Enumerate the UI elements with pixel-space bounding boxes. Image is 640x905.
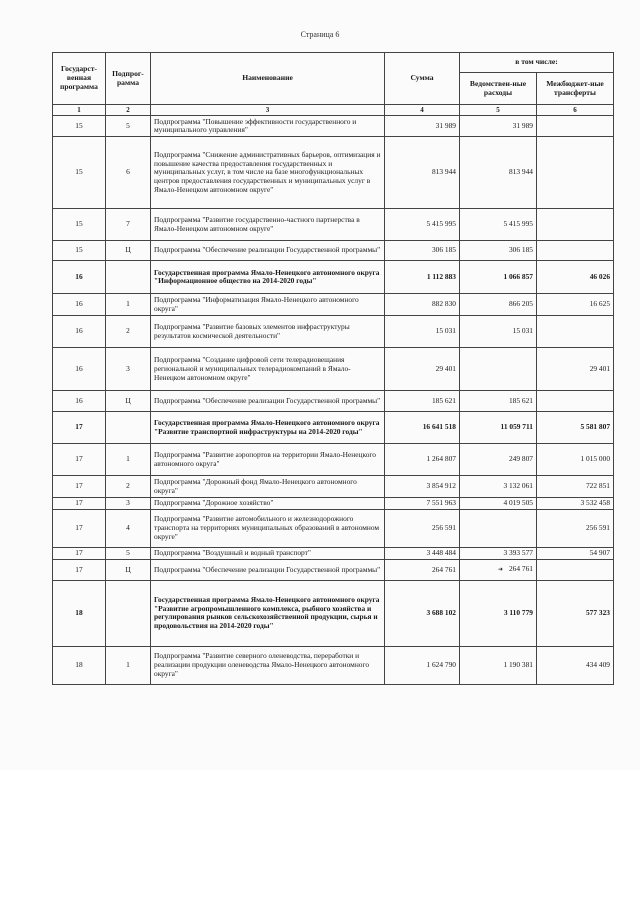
program-number-cell-text: 15: [75, 219, 83, 229]
program-number-cell: [53, 391, 106, 412]
subprogram-number-cell: [106, 559, 151, 580]
transfers-cell: [537, 261, 614, 294]
arrow-mark-icon: ➜: [497, 567, 503, 574]
subprogram-number-cell-text: 1: [126, 299, 130, 309]
name-cell: [151, 116, 385, 137]
departmental-cell-text: 11 059 711: [500, 422, 533, 432]
table-row: [53, 509, 614, 547]
departmental-cell: [460, 498, 537, 510]
name-cell: [151, 137, 385, 209]
index-cell: 2: [106, 105, 151, 116]
name-cell: [151, 391, 385, 412]
program-number-cell-text: 17: [75, 481, 83, 491]
program-number-cell: [53, 294, 106, 316]
sum-cell-text: 3 448 484: [426, 548, 456, 558]
transfers-cell: [537, 209, 614, 241]
subprogram-number-cell-text: 3: [126, 498, 130, 508]
transfers-cell: [537, 348, 614, 391]
name-cell: [151, 209, 385, 241]
transfers-cell-text: 722 851: [585, 481, 611, 491]
transfers-cell: [537, 294, 614, 316]
subprogram-number-cell-text: 7: [126, 219, 130, 229]
subprogram-number-cell: [106, 509, 151, 547]
program-number-cell-text: 17: [75, 523, 83, 533]
sum-cell-text: 882 830: [431, 299, 456, 309]
departmental-cell: [460, 209, 537, 241]
departmental-cell: [460, 391, 537, 412]
header-departmental: Ведомствен-ные расходы: [460, 73, 537, 105]
subprogram-number-cell-text: 2: [126, 481, 130, 491]
sum-cell-text: 306 185: [431, 245, 456, 255]
sum-cell-text: 813 944: [431, 167, 456, 177]
name-cell: [151, 316, 385, 348]
transfers-cell: [537, 241, 614, 261]
transfers-cell: [537, 412, 614, 444]
sum-cell-text: 1 624 790: [426, 660, 456, 670]
transfers-cell-text: 16 625: [589, 299, 611, 309]
departmental-cell-text: 15 031: [512, 326, 533, 336]
transfers-cell-text: 3 532 458: [580, 498, 611, 508]
sum-cell: [385, 476, 460, 498]
sum-cell: [385, 116, 460, 137]
departmental-cell-text: 3 132 061: [503, 481, 533, 491]
table-row: [53, 498, 614, 510]
departmental-cell: [460, 509, 537, 547]
name-cell-text: Подпрограмма "Развитие автомобильного и железнодорожного транспорта на территориях муниципальных образований в автономном округе": [154, 514, 380, 541]
sum-cell-text: 3 688 102: [426, 608, 456, 618]
sum-cell: [385, 209, 460, 241]
table-row: [53, 316, 614, 348]
table-row: [53, 412, 614, 444]
sum-cell-text: 7 551 963: [426, 498, 456, 508]
program-number-cell: [53, 316, 106, 348]
subprogram-number-cell: [106, 316, 151, 348]
index-cell: 1: [53, 105, 106, 116]
sum-cell: [385, 547, 460, 559]
name-cell: [151, 476, 385, 498]
table-row: [53, 646, 614, 684]
sum-cell-text: 256 591: [431, 523, 456, 533]
table-row: [53, 348, 614, 391]
transfers-cell: [537, 391, 614, 412]
sum-cell: [385, 294, 460, 316]
name-cell-text: Подпрограмма "Дорожное хозяйство": [154, 498, 274, 508]
table-row: [53, 261, 614, 294]
name-cell: [151, 412, 385, 444]
subprogram-number-cell-text: Ц: [125, 245, 131, 255]
index-cell: 4: [385, 105, 460, 116]
name-cell-text: Подпрограмма "Снижение административных барьеров, оптимизация и повышение качества предоставления государственных и муниципальных услуг, в том числе на базе многофункциональных центров предоставления государственных и муниципальных услуг в Ямало-Ненецком автономном округе": [154, 149, 381, 194]
departmental-cell: [460, 294, 537, 316]
name-cell: [151, 294, 385, 316]
departmental-cell-text: 31 989: [512, 120, 533, 130]
name-cell-text: Подпрограмма "Обеспечение реализации Государственной программы": [154, 564, 381, 574]
departmental-cell-text: 4 019 505: [503, 498, 533, 508]
program-number-cell: [53, 580, 106, 646]
transfers-cell: [537, 116, 614, 137]
table-row: [53, 209, 614, 241]
name-cell-text: Подпрограмма "Развитие базовых элементов инфраструктуры результатов космической деятельности": [154, 322, 350, 340]
transfers-cell-text: 577 323: [585, 608, 611, 618]
program-number-cell: [53, 209, 106, 241]
sum-cell: [385, 559, 460, 580]
program-number-cell-text: 17: [75, 422, 83, 432]
sum-cell-text: 185 621: [431, 395, 456, 405]
budget-table: [52, 52, 614, 685]
sum-cell: [385, 137, 460, 209]
subprogram-number-cell: [106, 498, 151, 510]
subprogram-number-cell: [106, 476, 151, 498]
sum-cell-text: 16 641 518: [422, 422, 456, 432]
departmental-cell-text: 185 621: [508, 395, 533, 405]
program-number-cell-text: 18: [75, 660, 83, 670]
departmental-cell-text: 306 185: [508, 245, 533, 255]
transfers-cell: [537, 444, 614, 476]
program-number-cell: [53, 444, 106, 476]
departmental-cell-text: 866 205: [508, 299, 533, 309]
sum-cell-text: 1 264 807: [426, 454, 456, 464]
subprogram-number-cell: [106, 241, 151, 261]
departmental-cell-text: 249 807: [508, 454, 533, 464]
sum-cell: [385, 580, 460, 646]
transfers-cell-text: 46 026: [589, 271, 611, 281]
transfers-cell-text: 54 907: [589, 548, 611, 558]
departmental-cell-text: 5 415 995: [503, 219, 533, 229]
departmental-cell-text: 1 066 857: [503, 271, 533, 281]
subprogram-number-cell-text: 3: [126, 363, 130, 373]
departmental-cell: [460, 646, 537, 684]
sum-cell-text: 3 854 912: [426, 481, 456, 491]
program-number-cell: [53, 348, 106, 391]
transfers-cell: [537, 580, 614, 646]
subprogram-number-cell: [106, 412, 151, 444]
transfers-cell-text: 1 015 000: [580, 454, 611, 464]
program-number-cell: [53, 261, 106, 294]
name-cell-text: Подпрограмма "Информатизация Ямало-Ненецкого автономного округа": [154, 295, 359, 313]
name-cell-text: Подпрограмма "Повышение эффективности государственного и муниципального управления": [154, 116, 357, 135]
name-cell-text: Подпрограмма "Создание цифровой сети телерадиовещания региональной и муниципальных телерадиокомпаний в Ямало-Ненецком автономном округе": [154, 355, 351, 382]
program-number-cell-text: 16: [75, 299, 83, 309]
program-number-cell-text: 15: [75, 120, 83, 130]
name-cell: [151, 559, 385, 580]
sum-cell: [385, 509, 460, 547]
program-number-cell-text: 17: [75, 498, 83, 508]
index-cell: 5: [460, 105, 537, 116]
departmental-cell-text: 3 393 577: [503, 548, 533, 558]
program-number-cell: [53, 547, 106, 559]
transfers-cell: [537, 646, 614, 684]
subprogram-number-cell-text: 4: [126, 523, 130, 533]
sum-cell: [385, 646, 460, 684]
departmental-cell-text: 1 190 381: [503, 660, 533, 670]
sum-cell: [385, 316, 460, 348]
departmental-cell: [460, 559, 537, 580]
name-cell: [151, 547, 385, 559]
departmental-cell: [460, 476, 537, 498]
table-row: [53, 116, 614, 137]
subprogram-number-cell: [106, 137, 151, 209]
sum-cell: [385, 348, 460, 391]
name-cell-text: Государственная программа Ямало-Ненецкого автономного округа "Развитие транспортной инфраструктуры на 2014-2020 годы": [154, 418, 380, 436]
subprogram-number-cell: [106, 580, 151, 646]
subprogram-number-cell: [106, 209, 151, 241]
transfers-cell-text: 434 409: [585, 660, 611, 670]
program-number-cell: [53, 509, 106, 547]
departmental-cell: [460, 547, 537, 559]
transfers-cell: [537, 137, 614, 209]
sum-cell-text: 31 989: [435, 120, 456, 130]
table-row: [53, 476, 614, 498]
transfers-cell-text: 29 401: [589, 363, 611, 373]
name-cell: [151, 261, 385, 294]
name-cell-text: Подпрограмма "Воздушный и водный транспорт": [154, 548, 311, 558]
name-cell: [151, 348, 385, 391]
sum-cell-text: 1 112 883: [426, 271, 456, 281]
program-number-cell-text: 18: [75, 608, 83, 618]
sum-cell-text: 15 031: [435, 326, 456, 336]
departmental-cell: [460, 137, 537, 209]
program-number-cell: [53, 241, 106, 261]
subprogram-number-cell-text: 1: [126, 454, 130, 464]
program-number-cell: [53, 476, 106, 498]
index-cell: 3: [151, 105, 385, 116]
departmental-cell: [460, 444, 537, 476]
departmental-cell-text: 813 944: [508, 167, 533, 177]
departmental-cell: [460, 348, 537, 391]
table-row: [53, 137, 614, 209]
name-cell: [151, 646, 385, 684]
program-number-cell: [53, 116, 106, 137]
sum-cell: [385, 391, 460, 412]
header-program: Государст-венная программа: [53, 53, 106, 105]
transfers-cell-text: 256 591: [585, 523, 611, 533]
subprogram-number-cell-text: 6: [126, 167, 130, 177]
sum-cell-text: 264 761: [431, 564, 456, 574]
table-row: [53, 241, 614, 261]
program-number-cell-text: 17: [75, 454, 83, 464]
sum-cell: [385, 444, 460, 476]
name-cell-text: Государственная программа Ямало-Ненецкого автономного округа "Информационное общество на 2014-2020 годы": [154, 267, 380, 286]
transfers-cell: [537, 498, 614, 510]
departmental-cell-text: 3 110 779: [503, 608, 533, 618]
departmental-cell: [460, 412, 537, 444]
departmental-cell: [460, 261, 537, 294]
header-name: Наименование: [151, 53, 385, 105]
header-transfers: Межбюджет-ные трансферты: [537, 73, 614, 105]
sum-cell-text: 5 415 995: [426, 219, 456, 229]
sum-cell: [385, 412, 460, 444]
subprogram-number-cell: [106, 444, 151, 476]
subprogram-number-cell: [106, 391, 151, 412]
program-number-cell: [53, 412, 106, 444]
sum-cell: [385, 261, 460, 294]
transfers-cell: [537, 509, 614, 547]
departmental-cell: [460, 316, 537, 348]
program-number-cell-text: 16: [75, 395, 83, 405]
table-row: [53, 294, 614, 316]
subprogram-number-cell-text: 1: [126, 660, 130, 670]
name-cell: [151, 580, 385, 646]
page-label: Страница 6: [300, 30, 340, 39]
name-cell-text: Подпрограмма "Дорожный фонд Ямало-Ненецкого автономного округа": [154, 477, 357, 495]
transfers-cell-text: 5 581 807: [580, 422, 611, 432]
subprogram-number-cell: [106, 261, 151, 294]
name-cell: [151, 444, 385, 476]
transfers-cell: [537, 547, 614, 559]
subprogram-number-cell-text: 5: [126, 120, 130, 130]
program-number-cell: [53, 559, 106, 580]
subprogram-number-cell-text: Ц: [125, 564, 131, 574]
departmental-cell: [460, 580, 537, 646]
program-number-cell-text: 16: [75, 326, 83, 336]
table-row: [53, 580, 614, 646]
subprogram-number-cell-text: 5: [126, 548, 130, 558]
program-number-cell-text: 15: [75, 167, 83, 177]
name-cell-text: Подпрограмма "Развитие северного оленеводства, переработки и реализации продукции оленеводства Ямало-Ненецкого автономного округа": [154, 651, 370, 678]
departmental-cell: [460, 116, 537, 137]
program-number-cell: [53, 137, 106, 209]
program-number-cell: [53, 646, 106, 684]
name-cell: [151, 509, 385, 547]
header-sum: Сумма: [385, 53, 460, 105]
table-row: [53, 559, 614, 580]
transfers-cell: [537, 559, 614, 580]
subprogram-number-cell: [106, 547, 151, 559]
subprogram-number-cell: [106, 116, 151, 137]
name-cell-text: Подпрограмма "Развитие государственно-частного партнерства в Ямало-Ненецком автономном округе": [154, 215, 360, 233]
subprogram-number-cell: [106, 294, 151, 316]
subprogram-number-cell: [106, 646, 151, 684]
program-number-cell-text: 15: [75, 245, 83, 255]
sum-cell-text: 29 401: [435, 363, 456, 373]
table-body: [53, 116, 614, 685]
departmental-cell: [460, 241, 537, 261]
sum-cell: [385, 241, 460, 261]
index-cell: 6: [537, 105, 614, 116]
name-cell-text: Подпрограмма "Развитие аэропортов на территории Ямало-Ненецкого автономного округа": [154, 450, 376, 468]
transfers-cell: [537, 316, 614, 348]
name-cell: [151, 241, 385, 261]
transfers-cell: [537, 476, 614, 498]
name-cell-text: Подпрограмма "Обеспечение реализации Государственной программы": [154, 395, 381, 405]
table-row: [53, 547, 614, 559]
program-number-cell-text: 17: [75, 564, 83, 574]
header-including: в том числе:: [460, 53, 614, 73]
name-cell-text: Подпрограмма "Обеспечение реализации Государственной программы": [154, 245, 381, 255]
subprogram-number-cell-text: 2: [126, 326, 130, 336]
departmental-cell-text: 264 761: [508, 564, 533, 574]
sum-cell: [385, 498, 460, 510]
name-cell-text: Государственная программа Ямало-Ненецкого автономного округа "Развитие агропромышленного комплекса, рыбного хозяйства и регулирования рынков сельскохозяйственной продукции, сырья и продовольствия на 2014-2020 годы": [154, 595, 380, 631]
subprogram-number-cell: [106, 348, 151, 391]
name-cell: [151, 498, 385, 510]
program-number-cell-text: 16: [75, 363, 83, 373]
table-row: [53, 444, 614, 476]
program-number-cell-text: 16: [75, 271, 83, 281]
table-row: [53, 391, 614, 412]
header-subprogram: Подпрог-рамма: [106, 53, 151, 105]
program-number-cell: [53, 498, 106, 510]
subprogram-number-cell-text: Ц: [125, 395, 131, 405]
program-number-cell-text: 17: [75, 548, 83, 558]
